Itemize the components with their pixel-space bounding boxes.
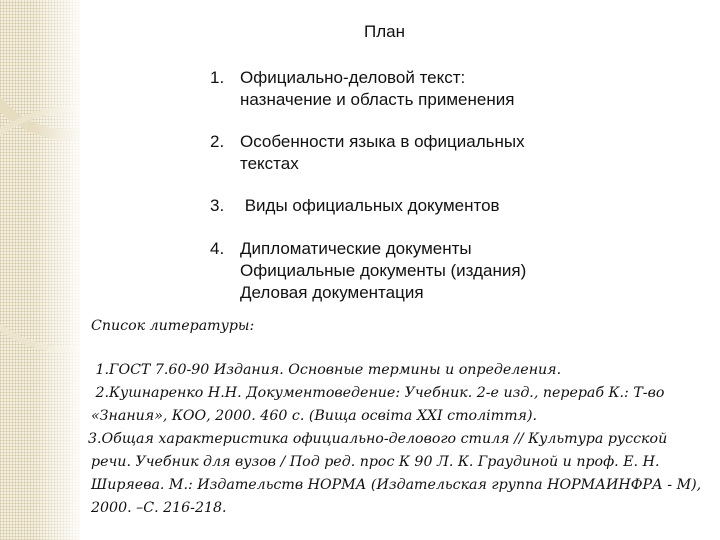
plan-item-line: Дипломатические документы xyxy=(240,239,472,258)
plan-item-number: 2. xyxy=(210,132,225,151)
reference-line: 1.ГОСТ 7.60-90 Издания. Основные термины и определения. xyxy=(91,362,562,378)
decorative-side-panel xyxy=(0,0,80,540)
reference-line: 3.Общая характеристика официально-делового стиля // Культура русской xyxy=(88,431,668,447)
plan-item-line: Официально-деловой текст: xyxy=(240,68,466,87)
plan-item-line: Деловая документация xyxy=(240,283,424,302)
plan-item-line: текстах xyxy=(240,154,299,173)
plan-item-line: Особенности языка в официальных xyxy=(240,132,525,151)
page-title: План xyxy=(364,22,405,41)
plan-item-line: назначение и область применения xyxy=(240,90,515,109)
plan-item-line: Официальные документы (издания) xyxy=(240,261,527,280)
reference-line: 2000. –С. 216-218. xyxy=(91,500,227,516)
plan-item-number: 4. xyxy=(210,239,225,258)
reference-line: речи. Учебник для вузов / Под ред. проc К 90 Л. К. Граудиной и проф. Е. Н. xyxy=(91,454,660,470)
reference-line: «Знания», КОО, 2000. 460 с. (Вища освіта XXI століття). xyxy=(91,408,537,424)
plan-item xyxy=(210,238,526,304)
reference-line: Ширяева. М.: Издательств НОРМА (Издательская группа НОРМАИНФРА - М), xyxy=(91,477,702,493)
plan-item-line: Виды официальных документов xyxy=(240,196,500,215)
plan-item xyxy=(210,195,500,217)
plan-item-number: 3. xyxy=(210,196,225,215)
plan-item xyxy=(210,67,514,111)
references-heading: Список литературы: xyxy=(91,318,255,334)
plan-item-number: 1. xyxy=(210,68,225,87)
plan-item xyxy=(210,131,525,175)
reference-line: 2.Кушнаренко Н.Н. Документоведение: Учебник. 2-е изд., перераб К.: Т-во xyxy=(91,385,665,401)
